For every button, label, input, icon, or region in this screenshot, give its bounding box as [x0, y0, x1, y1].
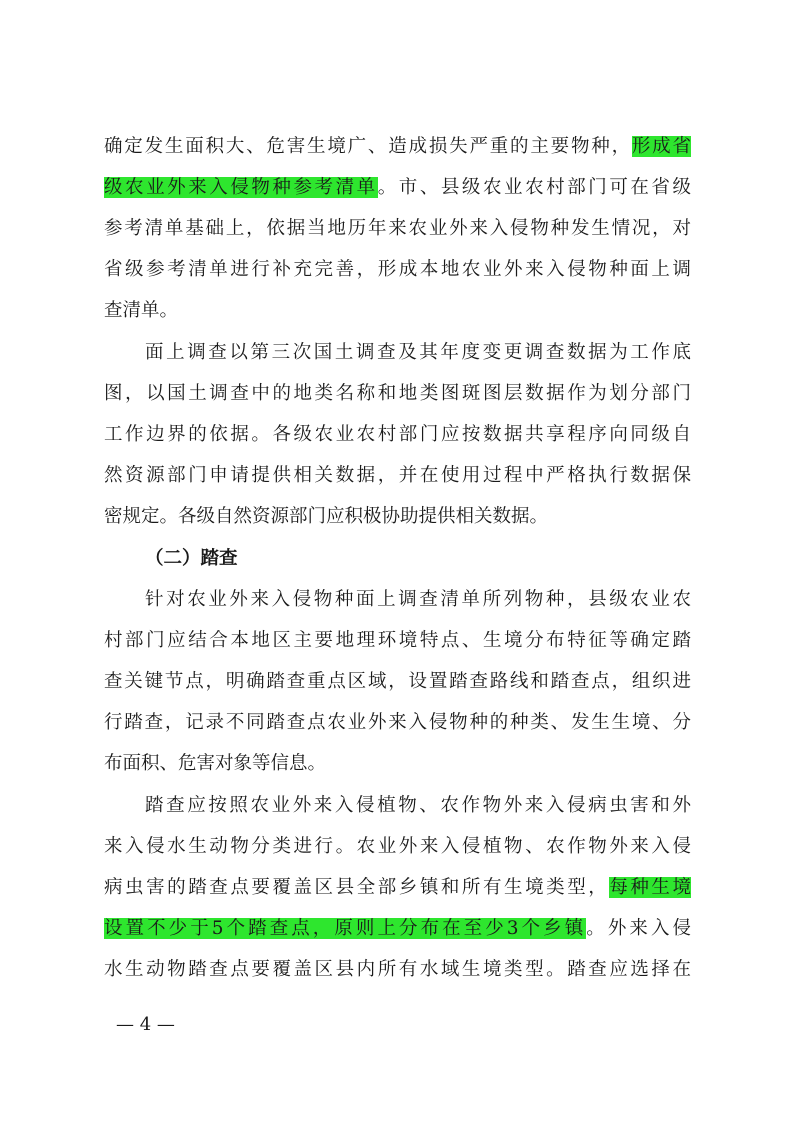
paragraph-3-line-3: 查关键节点，明确踏查重点区域，设置踏查路线和踏查点，组织进 [104, 671, 691, 692]
section-heading: （二）踏查 [145, 548, 238, 569]
paragraph-4-line-5: 水生动物踏查点要覆盖区县内所有水域生境类型。踏查应选择在 [104, 959, 691, 980]
highlighted-text: 每种生境 [609, 877, 691, 898]
paragraph-2-line-1: 面上调查以第三次国土调查及其年度变更调查数据为工作底 [145, 342, 691, 363]
highlighted-text: 形成省 [631, 136, 691, 157]
paragraph-1-line-5: 查清单。 [104, 300, 179, 321]
paragraph-1-line-1 [104, 133, 691, 161]
paragraph-4-line-3 [104, 874, 691, 902]
highlighted-text: 设置不少于5个踏查点，原则上分布在至少3个乡镇 [104, 918, 587, 939]
paragraph-4-line-1: 踏查应按照农业外来入侵植物、农作物外来入侵病虫害和外 [145, 795, 691, 816]
paragraph-4-line-2: 来入侵水生动物分类进行。农业外来入侵植物、农作物外来入侵 [104, 836, 691, 857]
text-run: 确定发生面积大、危害生境广、造成损失严重的主要物种， [104, 136, 632, 157]
paragraph-3-line-5: 布面积、危害对象等信息。 [104, 753, 327, 774]
paragraph-2-line-5: 密规定。各级自然资源部门应积极协助提供相关数据。 [104, 506, 549, 527]
paragraph-4-line-4 [104, 915, 691, 943]
paragraph-2-line-3: 工作边界的依据。各级农业农村部门应按数据共享程序向同级自 [104, 424, 691, 445]
text-run: 。市、县级农业农村部门可在省级 [377, 177, 691, 198]
highlighted-text: 级农业外来入侵物种参考清单 [104, 177, 378, 198]
paragraph-3-line-4: 行踏查，记录不同踏查点农业外来入侵物种的种类、发生生境、分 [104, 712, 691, 733]
text-run: 。外来入侵 [586, 918, 691, 939]
page-number: — 4 — [116, 1014, 175, 1035]
paragraph-1-line-3: 参考清单基础上，依据当地历年来农业外来入侵物种发生情况，对 [104, 218, 691, 239]
paragraph-3-line-2: 村部门应结合本地区主要地理环境特点、生境分布特征等确定踏 [104, 630, 691, 651]
text-run: 病虫害的踏查点要覆盖区县全部乡镇和所有生境类型， [104, 877, 610, 898]
paragraph-1-line-4: 省级参考清单进行补充完善，形成本地农业外来入侵物种面上调 [104, 259, 691, 280]
paragraph-1-line-2 [104, 174, 691, 202]
paragraph-2-line-2: 图，以国土调查中的地类名称和地类图斑图层数据作为划分部门 [104, 383, 691, 404]
paragraph-3-line-1: 针对农业外来入侵物种面上调查清单所列物种，县级农业农 [145, 589, 691, 610]
paragraph-2-line-4: 然资源部门申请提供相关数据，并在使用过程中严格执行数据保 [104, 465, 691, 486]
